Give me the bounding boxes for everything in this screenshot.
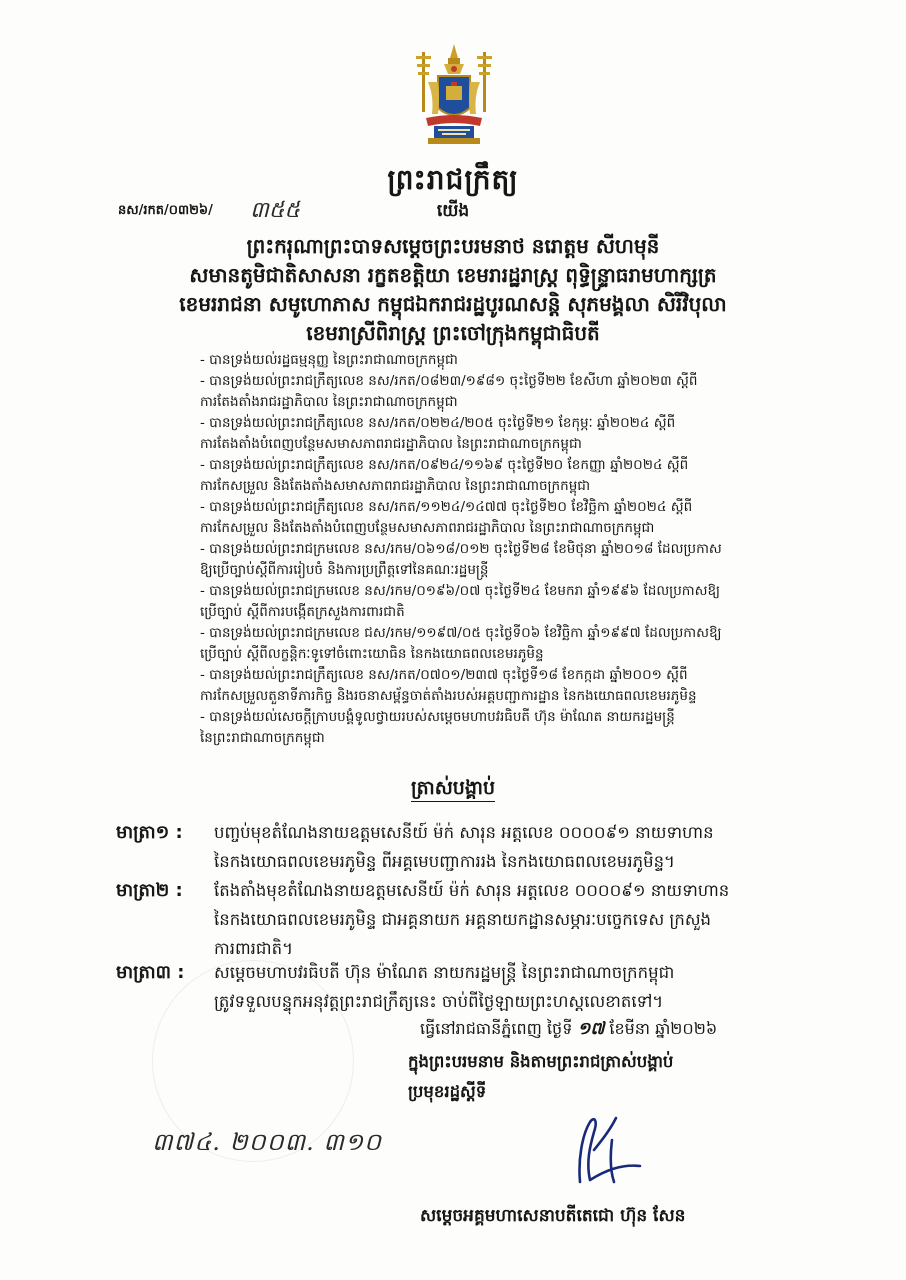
decree-heading-text: ត្រាស់បង្គាប់ [411,777,495,802]
considerations-list [200,350,840,749]
consideration-line: ការតែងតាំងរាជរដ្ឋាភិបាល នៃព្រះរាជាណាចក្រកម្ពុជា [200,394,458,410]
consideration-line: ការតែងតាំងបំពេញបន្ថែមសមាសភាពរាជរដ្ឋាភិបាល នៃព្រះរាជាណាចក្រកម្ពុជា [200,436,582,452]
reference-row [0,198,906,224]
consideration-line: - បានទ្រង់យល់រដ្ឋធម្មនុញ្ញ នៃព្រះរាជាណាចក្រកម្ពុជា [200,352,458,368]
handwritten-note: ៣៧៤. ២០០៣. ៣១០ [152,1128,383,1156]
article-line: នៃកងយោធពលខេមរភូមិន្ទ ជាអគ្គនាយក អគ្គនាយកដ្ឋានសម្ភារៈបច្ចេកទេស ក្រសួង [214,910,711,929]
consideration-line: ការកែសម្រួល និងតែងតាំងសមាសភាពរាជរដ្ឋាភិបាល នៃព្រះរាជាណាចក្រកម្ពុជា [200,478,591,494]
date-day-handwritten: ១៧ [577,1019,605,1039]
place-date-suffix: ខែមីនា ឆ្នាំ២០២៦ [609,1019,718,1038]
consideration-line: ការកែសម្រួលតួនាទីភារកិច្ច និងរចនាសម្ព័ន្ធចាត់តាំងរបស់អគ្គបញ្ជាការដ្ឋាន នៃកងយោធពលខេមរភូមិន្ទ [200,688,697,704]
article-label: មាត្រា៣ : [116,962,185,983]
signature-icon [560,1110,650,1190]
royal-title-block [60,232,846,348]
consideration-line: - បានទ្រង់យល់ព្រះរាជក្រឹត្យលេខ នស/រកត/១១២៤/១៤៧៧ ចុះថ្ងៃទី២០ ខែវិច្ឆិកា ឆ្នាំ២០២៤ ស្ដីពី [200,499,693,515]
article-label: មាត្រា២ : [116,880,183,901]
consideration-line: ការកែសម្រួល និងតែងតាំងបំពេញបន្ថែមសមាសភាពរាជរដ្ឋាភិបាល នៃព្រះរាជាណាចក្រកម្ពុជា [200,520,655,536]
article-line: ត្រូវទទួលបន្ទុកអនុវត្តព្រះរាជក្រឹត្យនេះ ចាប់ពីថ្ងៃឡាយព្រះហស្តលេខាតទៅ។ [214,992,664,1011]
reference-handwritten: ៣៥៥ [250,198,300,223]
royal-coat-of-arms-icon [408,42,500,150]
royal-title-line: ខេមររាជនា សមូហោភាស កម្ពុជឯករាជរដ្ឋបូរណសន្តិ សុភមង្គលា សិរីវិបុលា [179,292,727,316]
article-label: មាត្រា១ : [116,822,183,843]
consideration-line: - បានទ្រង់យល់ព្រះរាជក្រមលេខ នស/រកម/០១៩៦/០៧ ចុះថ្ងៃទី២៤ ខែមករា ឆ្នាំ១៩៩៦ ដែលប្រកាសឱ្យ [200,583,721,599]
on-behalf-line: ក្នុងព្រះបរមនាម និងតាមព្រះរាជត្រាស់បង្គាប់ [408,1052,674,1071]
consideration-line: ប្រើច្បាប់ ស្ដីពីការបង្កើតក្រសួងការពារជាតិ [200,604,405,620]
we-heading: យើង [436,201,470,221]
decree-heading [0,776,906,804]
place-and-date [420,1018,717,1043]
signer-name: សម្ដេចអគ្គមហាសេនាបតីតេជោ ហ៊ុន សែន [420,1206,686,1226]
reference-number: នស/រកត/០៣២៦/ [118,203,213,218]
article-body [214,958,814,1016]
article-line: បញ្ចប់មុខតំណែងនាយឧត្តមសេនីយ៍ ម៉ក់ សារុន អត្តលេខ ០០០០៩១ នាយទាហាន [214,823,714,842]
consideration-line: - បានទ្រង់យល់ព្រះរាជក្រឹត្យលេខ នស/រកត/០៩២៤/១១៦៩ ចុះថ្ងៃទី២០ ខែកញ្ញា ឆ្នាំ២០២៤ ស្ដីពី [200,457,689,473]
consideration-line: - បានទ្រង់យល់ព្រះរាជក្រឹត្យលេខ នស/រកត/០២២៤/២០៥ ចុះថ្ងៃទី២១ ខែកុម្ភៈ ឆ្នាំ២០២៤ ស្ដីពី [200,415,676,431]
royal-title-line: សមានតូមិជាតិសាសនា រក្ខតខត្តិយា ខេមរារដ្ឋរាស្ត្រ ពុទ្ធិន្ទ្រាធរាមហាក្សត្រ [189,263,717,287]
article-3 [116,958,876,1018]
article-line: នៃកងយោធពលខេមរភូមិន្ទ ពីអគ្គមេបញ្ជាការរង នៃកងយោធពលខេមរភូមិន្ទ។ [214,852,675,871]
article-body [214,818,814,876]
consideration-line: - បានទ្រង់យល់សេចក្ដីក្រាបបង្គំទូលថ្វាយរបស់សម្ដេចមហាបវរធិបតី ហ៊ុន ម៉ាណែត នាយករដ្ឋមន្ត្រី [200,709,675,725]
royal-title-line: ខេមរាស្រីពិរាស្ត្រ ព្រះចៅក្រុងកម្ពុជាធិបតី [306,321,600,345]
consideration-line: ប្រើច្បាប់ ស្ដីពីលក្ខន្តិកៈទូទៅចំពោះយោធិន នៃកងយោធពលខេមរភូមិន្ទ [200,646,544,662]
royal-title-line: ព្រះករុណាព្រះបាទសម្ដេចព្រះបរមនាថ នរោត្តម សីហមុនី [246,234,660,258]
article-1 [116,818,876,878]
article-line: តែងតាំងមុខតំណែងនាយឧត្តមសេនីយ៍ ម៉ក់ សារុន អត្តលេខ ០០០០៩១ នាយទាហាន [214,881,730,900]
consideration-line: - បានទ្រង់យល់ព្រះរាជក្រឹត្យលេខ នស/រកត/០៧០១/២៣៧ ចុះថ្ងៃទី១៨ ខែកក្កដា ឆ្នាំ២០០១ ស្ដីពី [200,667,688,683]
article-line: ការពារជាតិ។ [214,939,293,958]
article-2 [116,876,876,966]
consideration-line: - បានទ្រង់យល់ព្រះរាជក្រមលេខ នស/រកម/០៦១៨/០១២ ចុះថ្ងៃទី២៨ ខែមិថុនា ឆ្នាំ២០១៨ ដែលប្រកាស [200,541,722,557]
consideration-line: - បានទ្រង់យល់ព្រះរាជក្រឹត្យលេខ នស/រកត/០៨២៣/១៩៨១ ចុះថ្ងៃទី២២ ខែសីហា ឆ្នាំ២០២៣ ស្ដីពី [200,373,698,389]
article-line: សម្ដេចមហាបវរធិបតី ហ៊ុន ម៉ាណែត នាយករដ្ឋមន្ត្រី នៃព្រះរាជាណាចក្រកម្ពុជា [214,963,675,982]
document-title: ព្រះរាជក្រឹត្យ [387,163,519,196]
consideration-line: - បានទ្រង់យល់ព្រះរាជក្រមលេខ ជស/រកម/១១៩៧/០៥ ចុះថ្ងៃទី០៦ ខែវិច្ឆិកា ឆ្នាំ១៩៩៧ ដែលប្រកាសឱ្យ [200,625,722,641]
consideration-line: នៃព្រះរាជាណាចក្រកម្ពុជា [200,730,325,746]
consideration-line: ឱ្យប្រើច្បាប់ស្ដីពីការរៀបចំ និងការប្រព្រឹត្តទៅនៃគណៈរដ្ឋមន្ត្រី [200,562,489,578]
signer-role: ប្រមុខរដ្ឋស្ដីទី [408,1082,487,1101]
article-body [214,876,814,963]
place-date-prefix: ធ្វើនៅរាជធានីភ្នំពេញ ថ្ងៃទី [420,1019,573,1038]
